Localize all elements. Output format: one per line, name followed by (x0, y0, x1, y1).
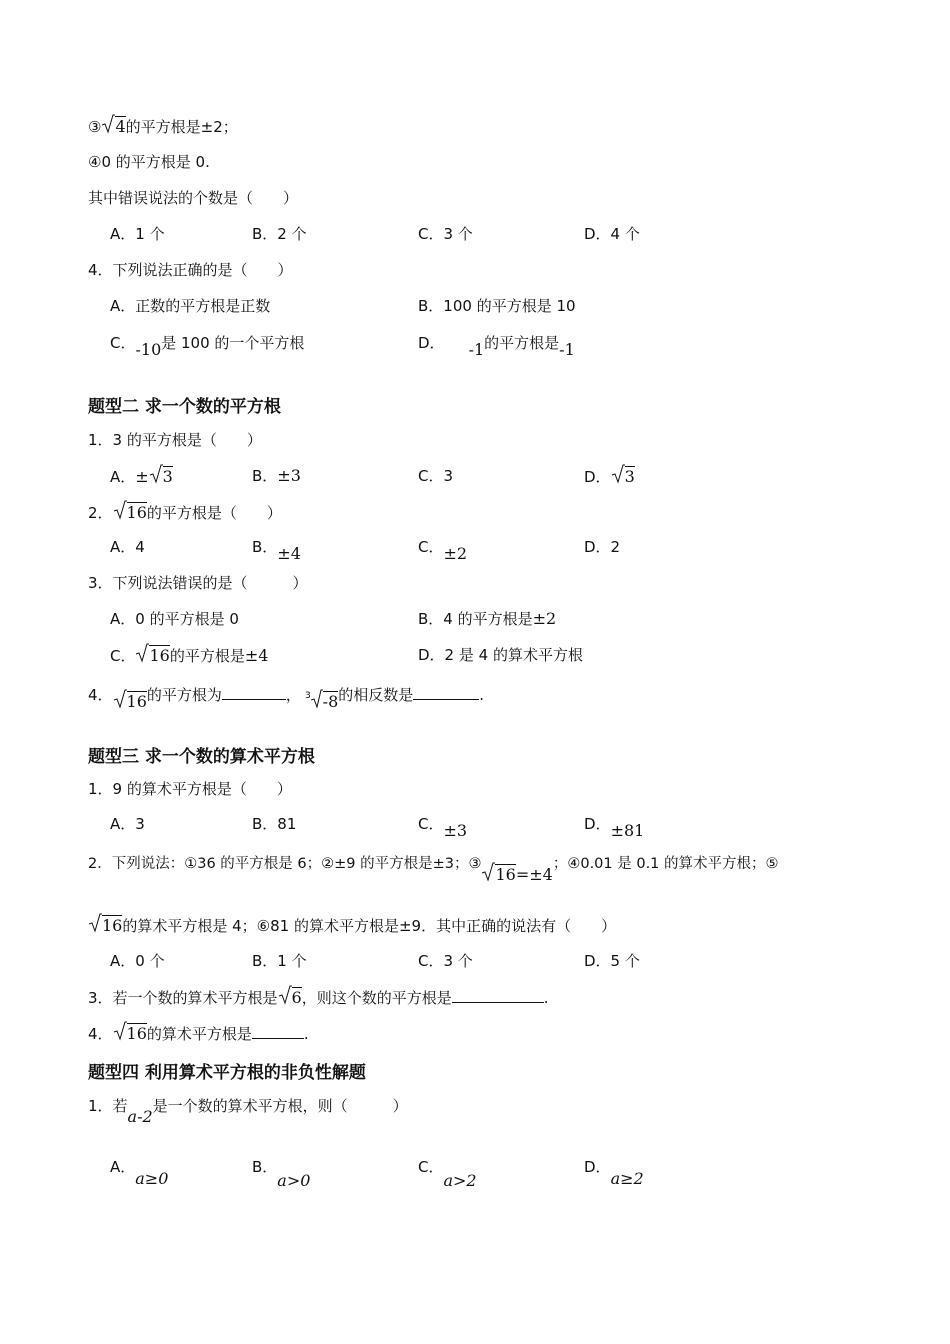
question-stem: 1．若a-2是一个数的算术平方根，则（ ） (88, 1097, 408, 1126)
option-d: D． 3 (584, 464, 635, 488)
question-stem: 2． 16的平方根是（ ） (88, 500, 282, 524)
sqrt-icon (149, 464, 163, 491)
question-stem: 2．下列说法：①36 的平方根是 6；②±9 的平方根是±3；③16=±4；④0.01 是 0.1 的算术平方根；⑤ (88, 850, 779, 874)
sqrt-icon (135, 643, 149, 670)
option-b: B．4 的平方根是±2 (418, 609, 557, 628)
option-b: B．±3 (252, 466, 301, 485)
option-c: C．3 (418, 467, 454, 485)
option-d: D．2 (584, 538, 621, 556)
option-d: D．a≥2 (584, 1158, 644, 1188)
option-d: D．4 个 (584, 225, 640, 243)
statement-3: ③ 4的平方根是±2； (88, 114, 238, 138)
sqrt-icon (481, 862, 495, 890)
option-c: C． 16的平方根是±4 (110, 643, 268, 667)
question-stem: 4． 16的算术平方根是 . (88, 1021, 309, 1045)
option-a: A．正数的平方根是正数 (110, 297, 271, 315)
sqrt-icon (113, 689, 127, 716)
option-c: C．3 个 (418, 225, 473, 243)
question-text: 其中错误说法的个数是（ ） (88, 189, 299, 207)
cube-root-icon (311, 689, 323, 716)
sqrt-icon (88, 913, 102, 940)
option-b: B．100 的平方根是 10 (418, 297, 576, 315)
question-stem: 4．下列说法正确的是（ ） (88, 261, 293, 279)
question-stem: 1．9 的算术平方根是（ ） (88, 780, 292, 798)
option-a: A．4 (110, 538, 145, 556)
option-a: A．± 3 (110, 464, 173, 488)
option-b: B．a>0 (252, 1158, 311, 1190)
option-b: B．±4 (252, 538, 301, 563)
option-c: C．-10是 100 的一个平方根 (110, 334, 305, 359)
question-stem: 3．下列说法错误的是（ ） (88, 574, 308, 592)
sqrt-icon (611, 464, 625, 491)
option-a: A．1 个 (110, 225, 165, 243)
option-d: D． -1的平方根是-1 (418, 334, 575, 359)
answer-blank[interactable] (413, 683, 479, 700)
section-title: 题型三 求一个数的算术平方根 (88, 747, 315, 767)
sqrt-icon (113, 500, 127, 527)
answer-blank[interactable] (452, 986, 544, 1003)
sqrt-icon (101, 114, 115, 141)
option-b: B．2 个 (252, 225, 307, 243)
question-stem: 3．若一个数的算术平方根是 6，则这个数的平方根是 . (88, 985, 549, 1009)
option-a: A．0 的平方根是 0 (110, 610, 239, 628)
answer-blank[interactable] (252, 1022, 304, 1039)
option-c: C．±2 (418, 538, 468, 563)
option-a: A．a≥0 (110, 1158, 169, 1188)
sqrt-icon (113, 1021, 127, 1048)
option-c: C．3 个 (418, 952, 473, 970)
option-d: D．2 是 4 的算术平方根 (418, 646, 583, 664)
option-a: A．0 个 (110, 952, 165, 970)
option-a: A．3 (110, 815, 145, 833)
option-b: B．1 个 (252, 952, 307, 970)
option-b: B．81 (252, 815, 297, 833)
sqrt-icon (278, 985, 292, 1012)
statement-4: ④0 的平方根是 0. (88, 153, 210, 171)
question-stem-continued: 16的算术平方根是 4；⑥81 的算术平方根是±9．其中正确的说法有（ ） (88, 913, 616, 937)
option-c: C．a>2 (418, 1158, 477, 1190)
question-stem: 4． 16的平方根为 ， $^3$ -8的相反数是 . (88, 682, 484, 706)
section-title: 题型四 利用算术平方根的非负性解题 (88, 1063, 366, 1083)
question-stem: 1．3 的平方根是（ ） (88, 431, 262, 449)
option-c: C．±3 (418, 815, 468, 840)
section-title: 题型二 求一个数的平方根 (88, 397, 281, 417)
answer-blank[interactable] (222, 683, 286, 700)
option-d: D．±81 (584, 815, 645, 840)
option-d: D．5 个 (584, 952, 640, 970)
